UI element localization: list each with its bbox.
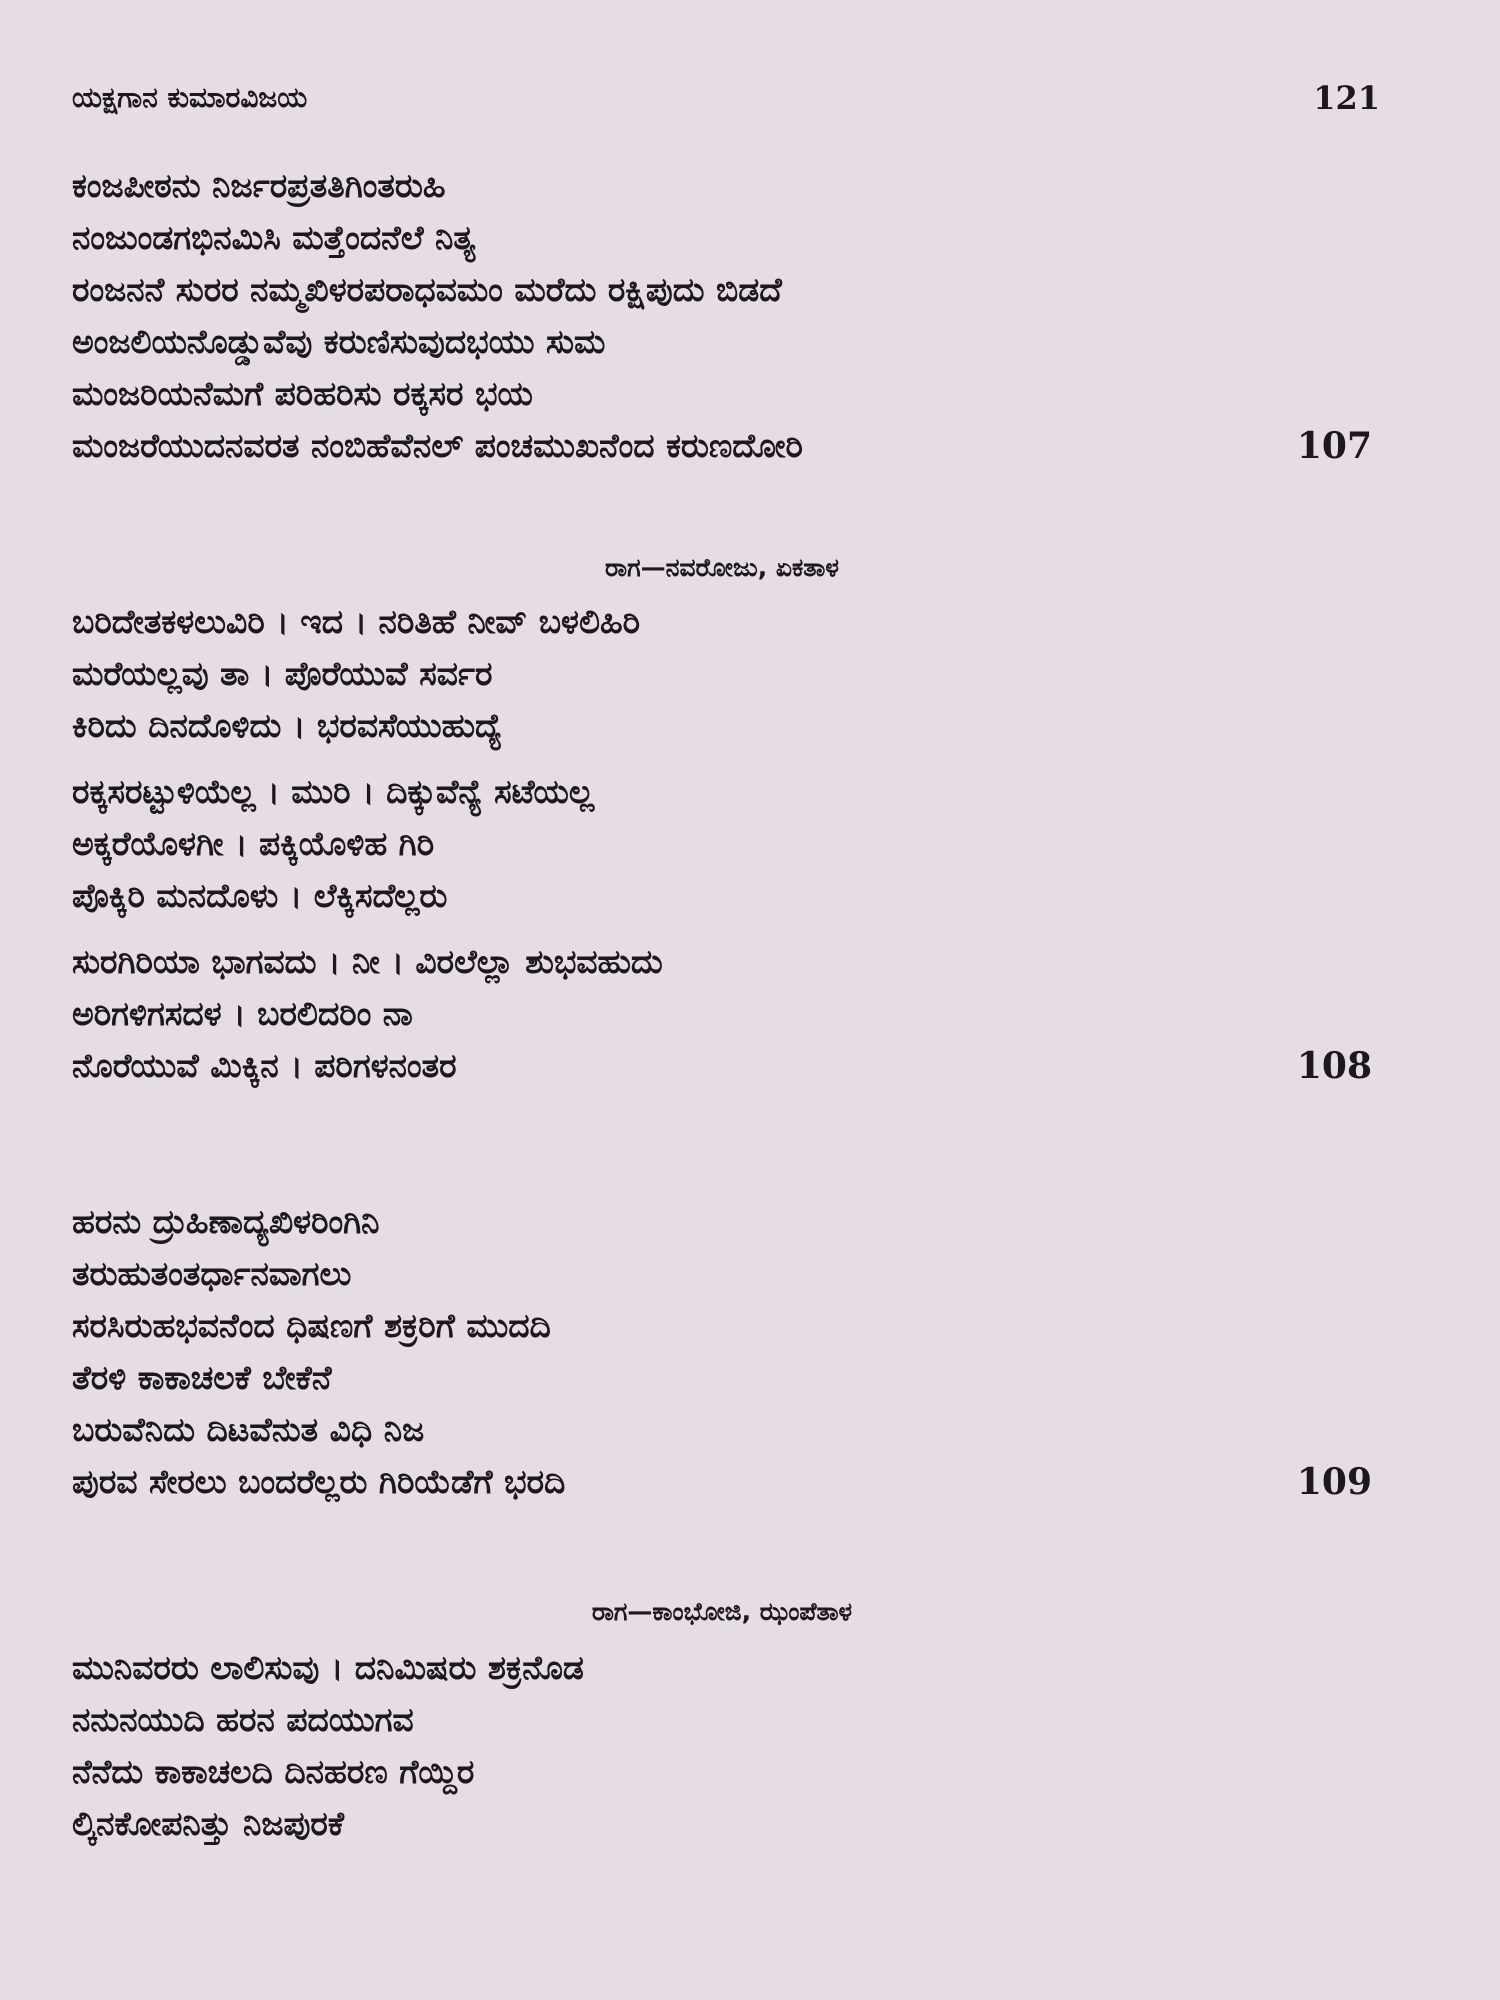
verse-line: ನೆನೆದು ಕಾಕಾಚಲದಿ ದಿನಹರಣ ಗೆಯ್ದಿರ xyxy=(72,1752,475,1791)
verse-line-last xyxy=(72,1456,1372,1508)
verse-line: ರಕ್ಕಸರಟ್ಟುಳಿಯೆಲ್ಲ । ಮುರಿ । ದಿಕ್ಕುವೆನ್ಯೆ ಸಟೆಯಲ್ಲ xyxy=(72,772,595,811)
verse-107 xyxy=(72,160,1372,472)
verse-line-text: ನೊರೆಯುವೆ ಮಿಕ್ಕಿನ । ಪರಿಗಳನಂತರ xyxy=(72,1046,457,1085)
raga-heading: ರಾಗ—ನವರೋಜು, ಏಕತಾಳ xyxy=(605,553,839,582)
verse-line: ನನುನಯುದಿ ಹರನ ಪದಯುಗವ xyxy=(72,1700,414,1739)
verse-line: ಸರಸಿರುಹಭವನೆಂದ ಧಿಷಣಗೆ ಶಕ್ರರಿಗೆ ಮುದದಿ xyxy=(72,1306,551,1345)
verse-line: ತರುಹುತಂತರ್ಧಾನವಾಗಲು xyxy=(72,1254,352,1293)
verse-line: ಕಂಜಪೀಠನು ನಿರ್ಜರಪ್ರತತಿಗಿಂತರುಹಿ xyxy=(72,166,446,205)
verse-line: ಹರನು ದ್ರುಹಿಣಾದ್ಯಖಿಳರಿಂಗಿನಿ xyxy=(72,1202,380,1241)
verse-line: ಸುರಗಿರಿಯಾ ಭಾಗವದು । ನೀ । ವಿರಲೆಲ್ಲಾ ಶುಭವಹುದು xyxy=(72,942,663,981)
verse-line: ಲ್ಕಿನಕೋಪನಿತ್ತು ನಿಜಪುರಕೆ xyxy=(72,1804,345,1843)
verse-line-text: ಪುರವ ಸೇರಲು ಬಂದರೆಲ್ಲರು ಗಿರಿಯೆಡೆಗೆ ಭರದಿ xyxy=(72,1462,566,1501)
page-header xyxy=(72,78,1380,118)
verse-line: ನಂಜುಂಡಗಭಿನಮಿಸಿ ಮತ್ತೆಂದನೆಲೆ ನಿತ್ಯ xyxy=(72,218,476,257)
verse-line: ಅರಿಗಳಿಗಸದಳ । ಬರಲಿದರಿಂ ನಾ xyxy=(72,994,413,1033)
verse-line: ಬರಿದೇತಕಳಲುವಿರಿ । ಇದ । ನರಿತಿಹೆ ನೀವ್ ಬಳಲಿಹಿರಿ xyxy=(72,602,641,641)
verse-number: 109 xyxy=(1296,1461,1372,1503)
verse-108 xyxy=(72,596,1372,1092)
verse-line: ಕಿರಿದು ದಿನದೊಳಿದು । ಭರವಸೆಯುಹುದ್ಯೆ xyxy=(72,706,503,745)
verse-number: 108 xyxy=(1296,1045,1372,1087)
verse-line: ತೆರಳಿ ಕಾಕಾಚಲಕೆ ಬೇಕೆನೆ xyxy=(72,1358,332,1397)
running-title: ಯಕ್ಷಗಾನ ಕುಮಾರವಿಜಯ xyxy=(72,81,308,114)
verse-line: ಪೊಕ್ಕಿರಿ ಮನದೊಳು । ಲೆಕ್ಕಿಸದೆಲ್ಲರು xyxy=(72,876,448,915)
verse-line: ರಂಜನನೆ ಸುರರ ನಮ್ಮಖಿಳರಪರಾಧವಮಂ ಮರೆದು ರಕ್ಷಿಪುದು ಬಿಡದೆ xyxy=(72,270,782,309)
verse-line-text: ಮಂಜರೆಯುದನವರತ ನಂಬಿಹೆವೆನಲ್ ಪಂಚಮುಖನೆಂದ ಕರುಣದೋರಿ xyxy=(72,426,803,465)
verse-109 xyxy=(72,1196,1372,1508)
verse-110 xyxy=(72,1642,1372,1850)
verse-line-last xyxy=(72,1040,1372,1092)
verse-line: ಮುನಿವರರು ಲಾಲಿಸುವು । ದನಿಮಿಷರು ಶಕ್ರನೊಡ xyxy=(72,1648,584,1687)
verse-line: ಅಕ್ಕರೆಯೊಳಗೀ । ಪಕ್ಕಿಯೊಳಿಹ ಗಿರಿ xyxy=(72,824,435,863)
verse-line: ಮಂಜರಿಯನೆಮಗೆ ಪರಿಹರಿಸು ರಕ್ಕಸರ ಭಯ xyxy=(72,374,533,413)
page-number: 121 xyxy=(1313,79,1380,117)
verse-line: ಮರೆಯಲ್ಲವು ತಾ । ಪೊರೆಯುವೆ ಸರ್ವರ xyxy=(72,654,493,693)
raga-heading: ರಾಗ—ಕಾಂಭೋಜಿ, ಝಂಪೆತಾಳ xyxy=(591,1597,853,1626)
verse-line: ಬರುವೆನಿದು ದಿಟವೆನುತ ವಿಧಿ ನಿಜ xyxy=(72,1410,425,1449)
verse-line: ಅಂಜಲಿಯನೊಡ್ಡುವೆವು ಕರುಣಿಸುವುದಭಯು ಸುಮ xyxy=(72,322,606,361)
verse-number: 107 xyxy=(1296,425,1372,467)
verse-line-last xyxy=(72,420,1372,472)
